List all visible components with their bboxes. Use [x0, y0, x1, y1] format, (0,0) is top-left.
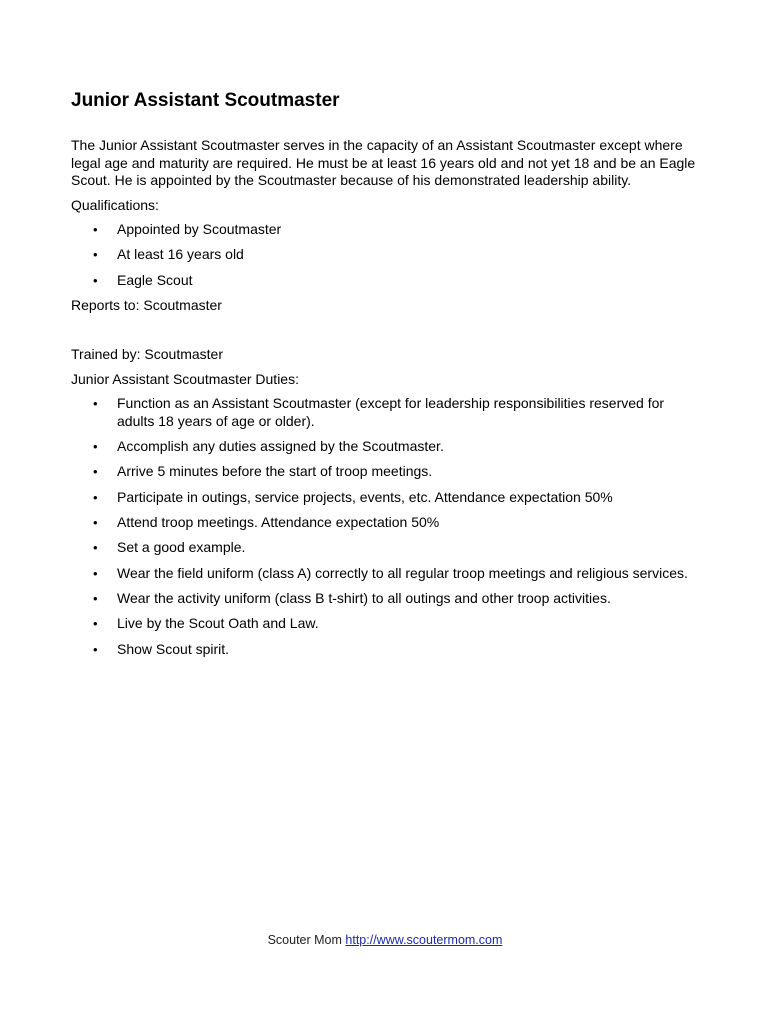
- qualification-text: At least 16 years old: [117, 246, 244, 263]
- duty-text: Arrive 5 minutes before the start of troop meetings.: [117, 463, 433, 480]
- list-item: [71, 565, 696, 583]
- list-item: [71, 395, 696, 430]
- duty-text: Wear the field uniform (class A) correctly to all regular troop meetings and religious services.: [117, 564, 688, 581]
- bullet-icon: •: [93, 515, 98, 531]
- qualifications-heading: Qualifications:: [71, 196, 159, 213]
- spacer: [71, 321, 696, 346]
- page-title: Junior Assistant Scoutmaster: [71, 90, 340, 111]
- duty-text: Function as an Assistant Scoutmaster (except for leadership responsibilities reserved for adults 18 years of age or older).: [117, 395, 665, 429]
- bullet-icon: •: [93, 464, 98, 480]
- bullet-icon: •: [93, 222, 98, 237]
- duties-list: [71, 395, 696, 658]
- list-item: [71, 438, 696, 456]
- qualification-text: Appointed by Scoutmaster: [117, 221, 282, 237]
- list-item: [71, 272, 696, 290]
- reports-to: Reports to: Scoutmaster: [71, 296, 222, 313]
- duty-text: Show Scout spirit.: [117, 640, 230, 657]
- list-item: [71, 221, 696, 239]
- bullet-icon: •: [93, 540, 98, 556]
- duties-heading: Junior Assistant Scoutmaster Duties:: [71, 370, 299, 387]
- footer-link[interactable]: http://www.scoutermom.com: [345, 933, 503, 947]
- list-item: [71, 539, 696, 557]
- duty-text: Set a good example.: [117, 539, 246, 556]
- bullet-icon: •: [93, 396, 98, 412]
- trained-by: Trained by: Scoutmaster: [71, 346, 223, 363]
- list-item: [71, 514, 696, 532]
- bullet-icon: •: [93, 272, 98, 288]
- duty-text: Wear the activity uniform (class B t-shirt) to all outings and other troop activities.: [117, 589, 611, 606]
- list-item: [71, 246, 696, 264]
- qualifications-list: [71, 221, 696, 289]
- bullet-icon: •: [93, 616, 98, 632]
- bullet-icon: •: [93, 439, 98, 455]
- duty-text: Participate in outings, service projects, events, etc. Attendance expectation 50%: [117, 488, 613, 505]
- bullet-icon: •: [93, 247, 98, 263]
- bullet-icon: •: [93, 590, 98, 606]
- duty-text: Accomplish any duties assigned by the Scoutmaster.: [117, 438, 444, 455]
- list-item: [71, 590, 696, 608]
- duty-text: Live by the Scout Oath and Law.: [117, 615, 319, 632]
- bullet-icon: •: [93, 641, 98, 657]
- duty-text: Attend troop meetings. Attendance expectation 50%: [117, 514, 440, 531]
- document-body: [71, 137, 696, 666]
- list-item: [71, 615, 696, 633]
- qualification-text: Eagle Scout: [117, 271, 193, 288]
- list-item: [71, 463, 696, 481]
- intro-paragraph: The Junior Assistant Scoutmaster serves in the capacity of an Assistant Scoutmaster except where legal age and maturity are required. He must be at least 16 years old and not yet 18 and be an Eagle Scout. He is appointed by the Scoutmaster because of his demonstrated leadership ability.: [71, 137, 696, 188]
- footer-label: Scouter Mom: [267, 933, 342, 947]
- list-item: [71, 489, 696, 507]
- bullet-icon: •: [93, 565, 98, 581]
- bullet-icon: •: [93, 489, 98, 505]
- list-item: [71, 641, 696, 659]
- page-footer: [0, 933, 770, 947]
